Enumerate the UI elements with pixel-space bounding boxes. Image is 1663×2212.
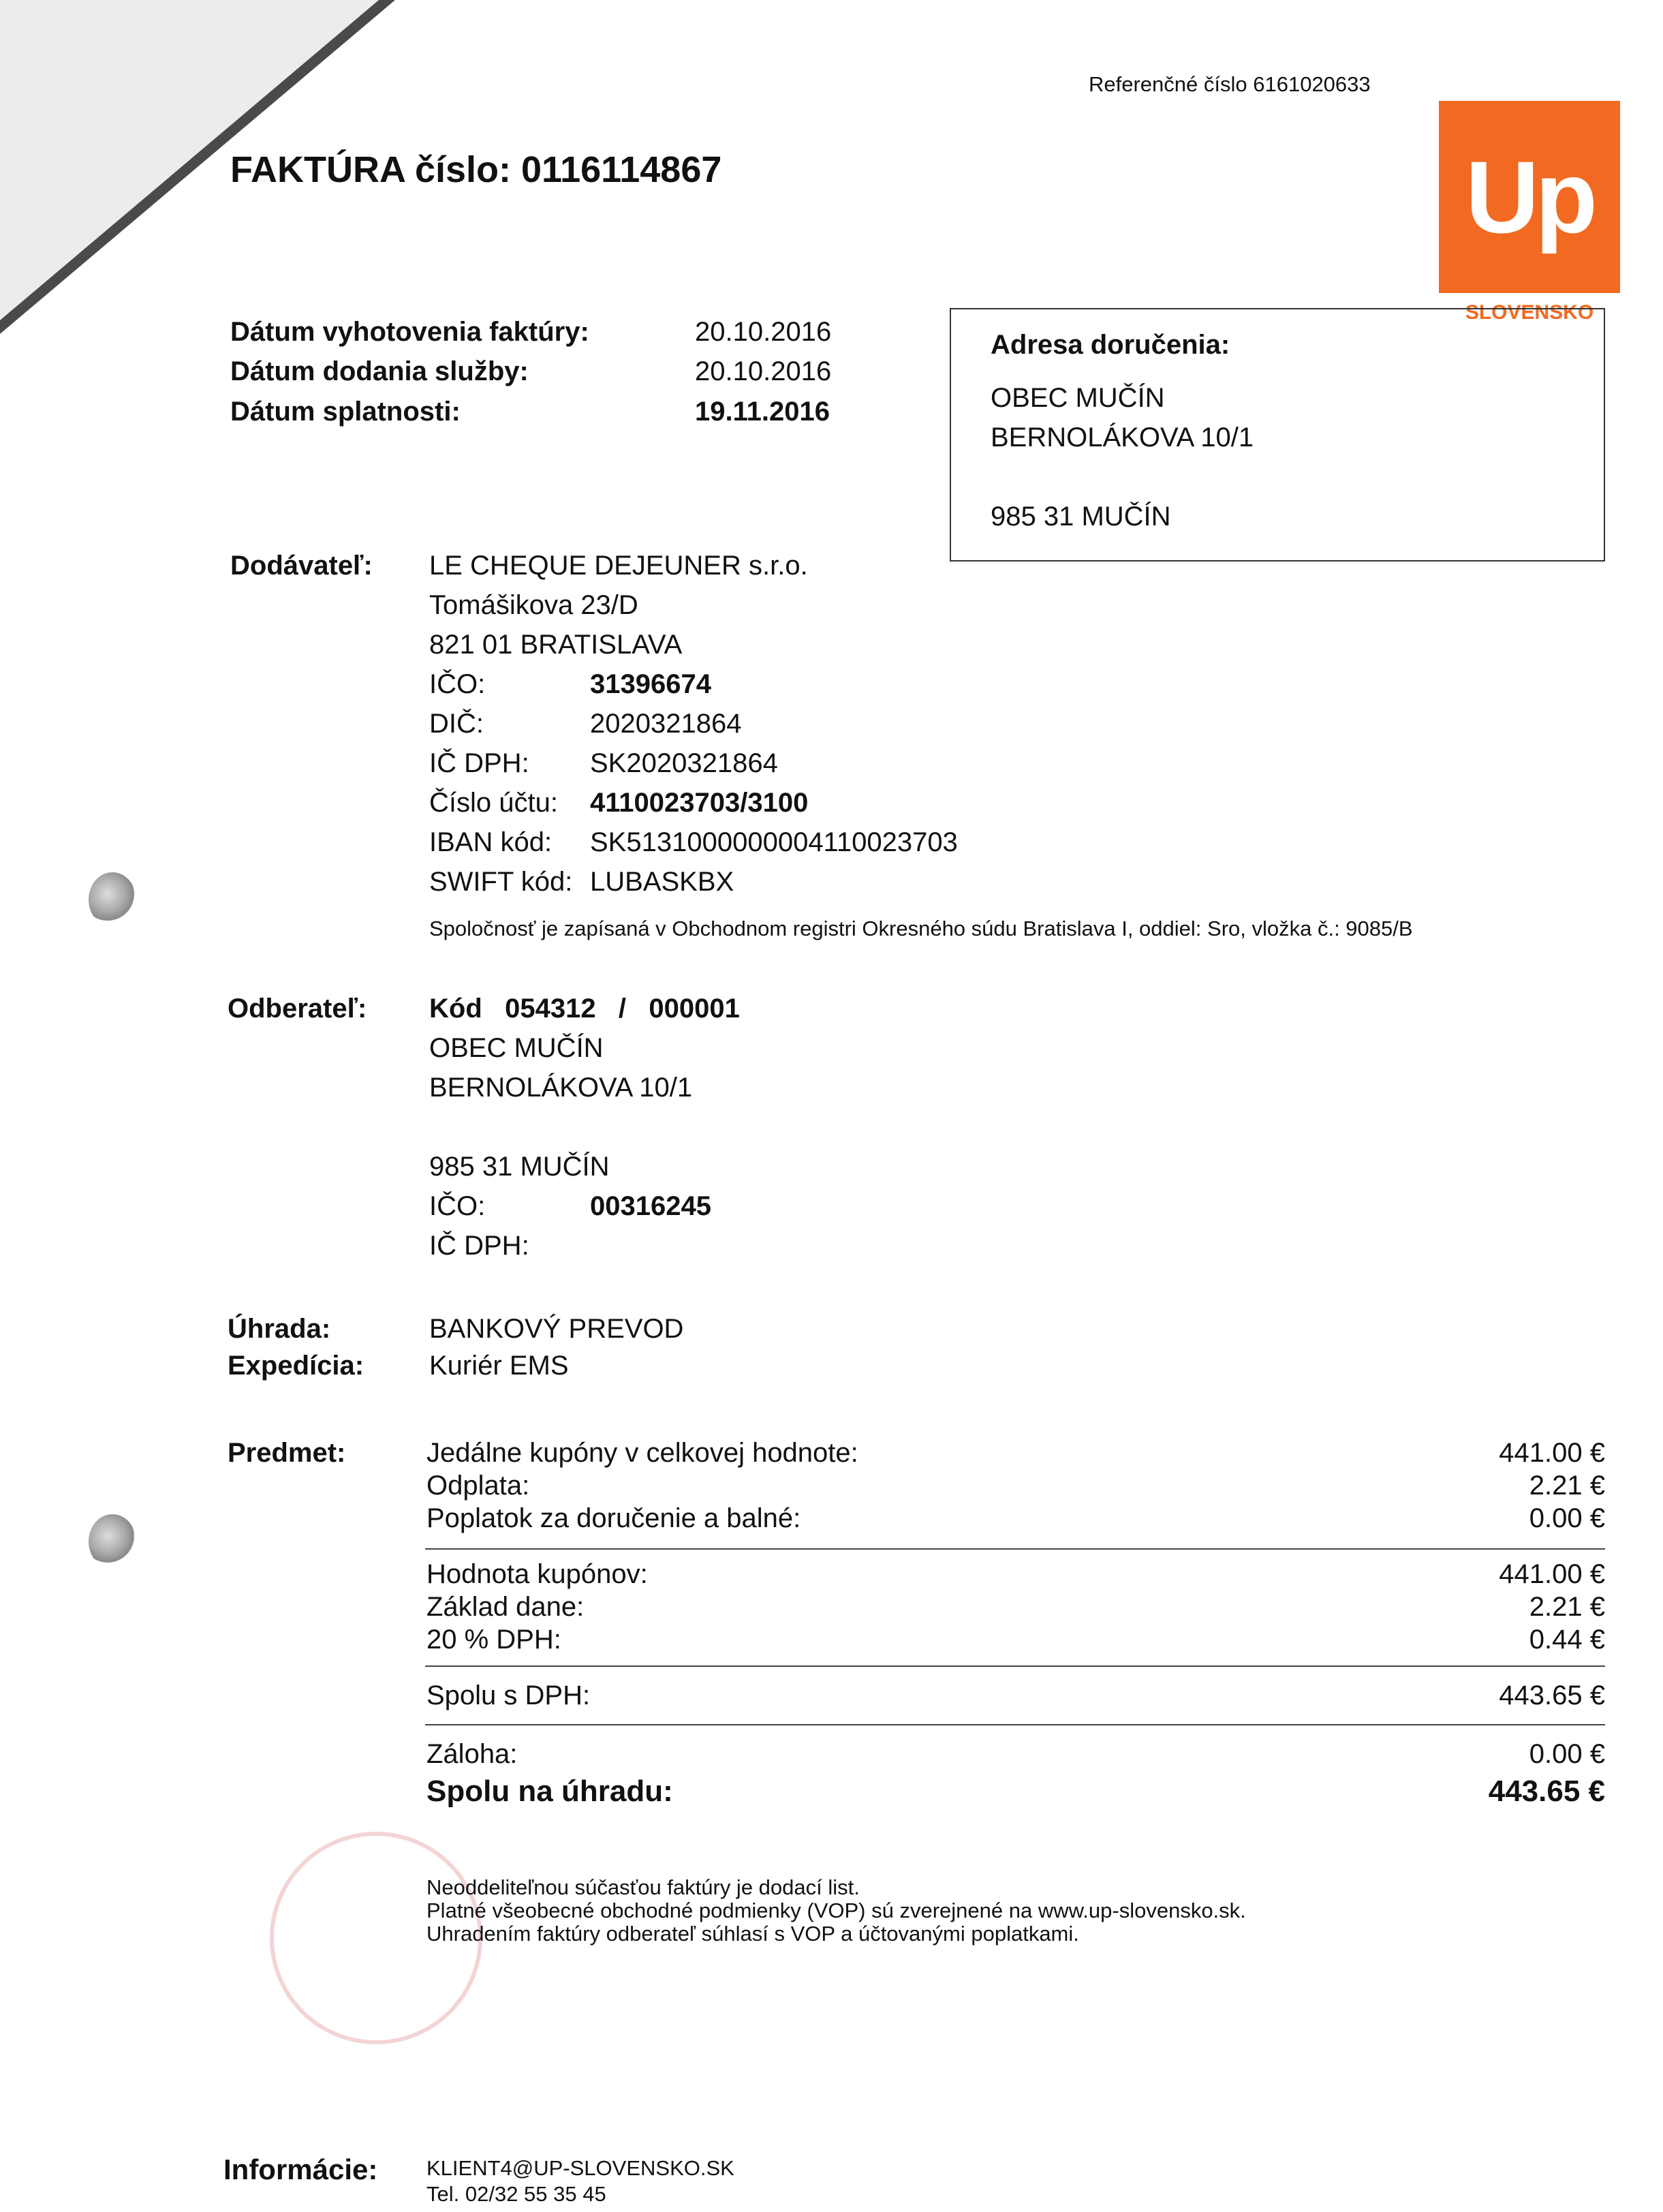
invoice-title: FAKTÚRA číslo: 0116114867 xyxy=(230,149,722,190)
info-phone: Tel. 02/32 55 35 45 xyxy=(426,2182,606,2206)
delivery-heading: Adresa doručenia: xyxy=(991,330,1230,360)
up-logo: Up xyxy=(1439,101,1620,293)
date-issue-label: Dátum vyhotovenia faktúry: xyxy=(230,317,589,347)
total-vat-amount: 443.65 € xyxy=(1499,1680,1605,1710)
supplier-icdph-label: IČ DPH: xyxy=(429,748,529,778)
supplier-dic-value: 2020321864 xyxy=(590,709,742,739)
vat-amount: 0.44 € xyxy=(1529,1625,1605,1655)
total-vat-label: Spolu s DPH: xyxy=(426,1680,591,1710)
supplier-account-label: Číslo účtu: xyxy=(429,788,558,818)
deposit-label: Záloha: xyxy=(426,1739,518,1769)
supplier-name: LE CHEQUE DEJEUNER s.r.o. xyxy=(429,551,808,581)
tax-base-label: Základ dane: xyxy=(426,1592,585,1622)
logo-subtitle: SLOVENSKO xyxy=(1465,301,1594,324)
customer-ico-label: IČO: xyxy=(429,1191,486,1221)
customer-icdph-label: IČ DPH: xyxy=(429,1231,529,1261)
supplier-swift-value: LUBASKBX xyxy=(590,867,734,897)
customer-label: Odberateľ: xyxy=(228,994,367,1024)
item-fee-label: Odplata: xyxy=(426,1471,530,1501)
coupon-value-amount: 441.00 € xyxy=(1499,1559,1605,1589)
expedition-value: Kuriér EMS xyxy=(429,1351,569,1381)
expedition-label: Expedícia: xyxy=(228,1351,364,1381)
supplier-city: 821 01 BRATISLAVA xyxy=(429,630,683,660)
customer-name: OBEC MUČÍN xyxy=(429,1033,604,1063)
vat-label: 20 % DPH: xyxy=(426,1625,561,1655)
customer-code: Kód 054312 / 000001 xyxy=(429,994,740,1024)
note-line3: Uhradením faktúry odberateľ súhlasí s VOP a účtovanými poplatkami. xyxy=(426,1922,1079,1946)
supplier-iban-label: IBAN kód: xyxy=(429,827,553,857)
date-due-label: Dátum splatnosti: xyxy=(230,397,461,427)
note-line2: Platné všeobecné obchodné podmienky (VOP) sú zverejnené na www.up-slovensko.sk. xyxy=(426,1899,1246,1922)
customer-street: BERNOLÁKOVA 10/1 xyxy=(429,1073,693,1103)
item-delivery-label: Poplatok za doručenie a balné: xyxy=(426,1503,801,1533)
supplier-iban-value: SK5131000000004110023703 xyxy=(590,827,958,857)
supplier-registry-note: Spoločnosť je zapísaná v Obchodnom registri Okresného súdu Bratislava I, oddiel: Sro, vložka č.: 9085/B xyxy=(429,917,1413,940)
delivery-line3: 985 31 MUČÍN xyxy=(991,502,1171,532)
delivery-line2: BERNOLÁKOVA 10/1 xyxy=(991,423,1254,452)
total-due-label: Spolu na úhradu: xyxy=(426,1775,673,1808)
tax-base-amount: 2.21 € xyxy=(1529,1592,1605,1622)
reference-number: Referenčné číslo 6161020633 xyxy=(1089,72,1371,96)
supplier-label: Dodávateľ: xyxy=(230,551,373,581)
delivery-address-box xyxy=(950,308,1605,562)
divider-2 xyxy=(425,1665,1605,1667)
supplier-dic-label: DIČ: xyxy=(429,709,484,739)
items-label: Predmet: xyxy=(228,1438,346,1468)
supplier-account-value: 4110023703/3100 xyxy=(590,788,809,818)
delivery-line1: OBEC MUČÍN xyxy=(991,383,1165,413)
divider-1 xyxy=(425,1548,1605,1550)
divider-3 xyxy=(425,1724,1605,1725)
supplier-street: Tomášikova 23/D xyxy=(429,590,638,620)
deposit-amount: 0.00 € xyxy=(1529,1739,1605,1769)
note-line1: Neoddeliteľnou súčasťou faktúry je dodací list. xyxy=(426,1875,860,1899)
customer-ico-value: 00316245 xyxy=(590,1191,711,1221)
payment-value: BANKOVÝ PREVOD xyxy=(429,1314,684,1344)
item-fee-amount: 2.21 € xyxy=(1529,1471,1605,1501)
supplier-ico-value: 31396674 xyxy=(590,669,711,699)
item-coupons-amount: 441.00 € xyxy=(1499,1438,1605,1468)
date-delivery-label: Dátum dodania služby: xyxy=(230,356,529,386)
date-issue-value: 20.10.2016 xyxy=(695,317,832,347)
item-delivery-amount: 0.00 € xyxy=(1529,1503,1605,1533)
supplier-swift-label: SWIFT kód: xyxy=(429,867,573,897)
customer-city: 985 31 MUČÍN xyxy=(429,1152,610,1182)
info-email[interactable]: KLIENT4@UP-SLOVENSKO.SK xyxy=(426,2156,734,2180)
coupon-value-label: Hodnota kupónov: xyxy=(426,1559,648,1589)
date-due-value: 19.11.2016 xyxy=(695,397,830,427)
punch-hole-bottom xyxy=(89,1514,136,1569)
date-delivery-value: 20.10.2016 xyxy=(695,356,832,386)
payment-label: Úhrada: xyxy=(228,1314,331,1344)
item-coupons-label: Jedálne kupóny v celkovej hodnote: xyxy=(426,1438,858,1468)
info-label: Informácie: xyxy=(223,2153,378,2185)
total-due-amount: 443.65 € xyxy=(1488,1775,1605,1808)
supplier-ico-label: IČO: xyxy=(429,669,486,699)
punch-hole-top xyxy=(89,872,136,927)
supplier-icdph-value: SK2020321864 xyxy=(590,748,778,778)
